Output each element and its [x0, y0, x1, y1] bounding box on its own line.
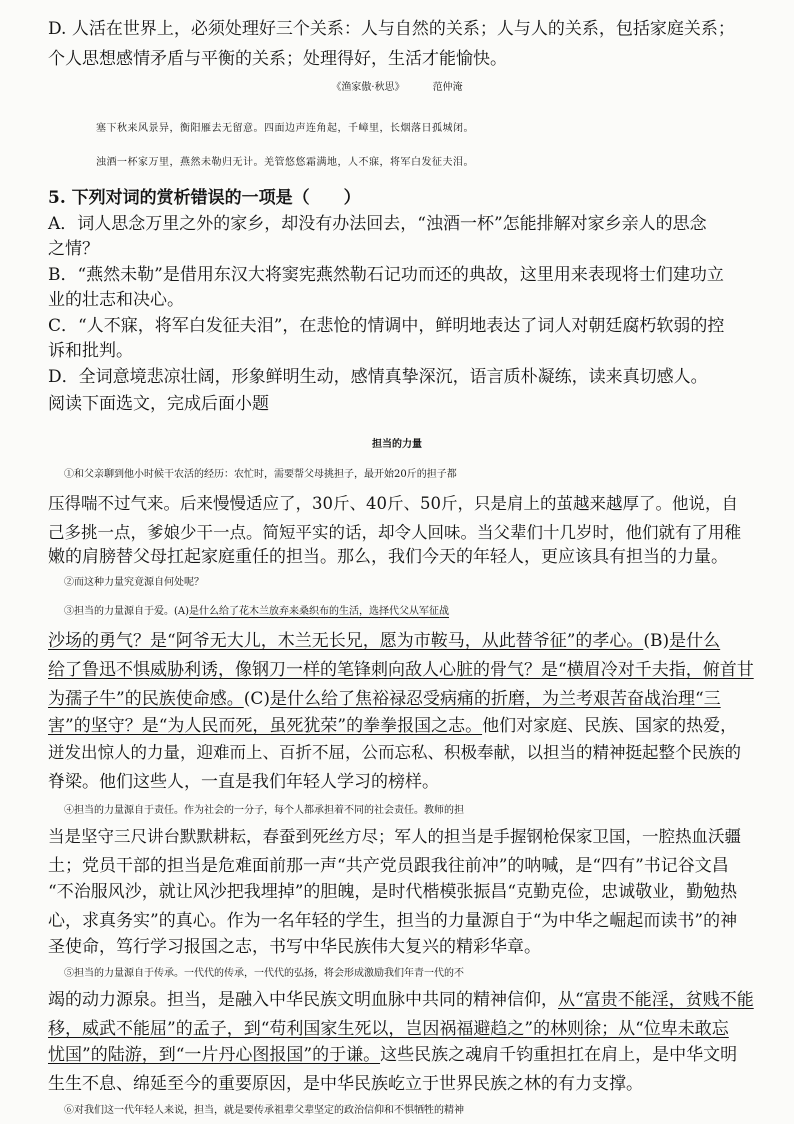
q5-option-c-line1: C．“人不寐，将军白发征夫泪”，在悲怆的情调中，鲜明地表达了词人对朝廷腐朽软弱的控 — [48, 316, 725, 336]
article-p4-line6: 圣使命，笃行学习报国之志，书写中华民族伟大复兴的精彩华章。 — [48, 937, 541, 957]
article-p5-line4 — [48, 1044, 754, 1066]
article-p5-line2 — [48, 989, 754, 1011]
article-p4-line1: ④担当的力量源自于责任。作为社会的一分子，每个人都承担着不同的社会责任。教师的担 — [64, 805, 464, 816]
underlined-sentence-c-end: 害”的坚守？是“为人民而死，虽死犹荣”的拳拳报国之志。 — [48, 716, 483, 736]
poem-line-1: 塞下秋来风景异，衡阳雁去无留意。四面边声连角起，千嶂里，长烟落日孤城闭。 — [96, 123, 474, 134]
article-p3-line4 — [48, 688, 754, 710]
article-p3-line7: 脊梁。他们这些人，一直是我们年轻人学习的榜样。 — [48, 772, 439, 792]
article-p4-line5: 心，求真务实”的真心。作为一名年轻的学生，担当的力量源自于“为中华之崛起而读书”的神 — [48, 911, 738, 931]
article-p3-line6: 迸发出惊人的力量，迎难而上、百折不屈，公而忘私、积极奉献，以担当的精神挺起整个民族的 — [48, 743, 741, 762]
article-p1-line4: 嫩的肩膀替父母扛起家庭重任的担当。那么，我们今天的年轻人，更应该具有担当的力量。 — [48, 547, 728, 567]
underlined-sentence-a: 是什么给了花木兰放弃来桑织布的生活，选择代父从军征战 — [189, 606, 450, 617]
article-p4-line2: 当是坚守三尺讲台默默耕耘，春蚕到死丝方尽；军人的担当是手握钢枪保家卫国，一腔热血沃疆 — [48, 827, 741, 846]
p5-line4-tail: 这些民族之魂肩千钧重担扛在肩上，是中华文明 — [380, 1045, 738, 1065]
article-title: 担当的力量 — [372, 439, 422, 450]
q5-option-a-line1: A．词人思念万里之外的家乡，却没有办法回去，“浊酒一杯”怎能排解对家乡亲人的思念 — [48, 214, 707, 234]
article-p3-line1 — [64, 601, 770, 623]
poem-heading — [0, 77, 794, 99]
underlined-sentence-b: 给了鲁迅不惧威胁利诱，像钢刀一样的笔锋刺向敌人心脏的骨气？是“横眉冷对千夫指，俯首甘 — [48, 660, 754, 680]
p3-line5-tail: 他们对家庭、民族、国家的热爱， — [482, 716, 738, 736]
poem-line-2: 浊酒一杯家万里，燕然未勒归无计。羌管悠悠霜满地，人不寐，将军白发征夫泪。 — [96, 157, 474, 168]
marker-c: (C) — [243, 689, 270, 709]
article-p4-line4: “不治服风沙，就让风沙把我埋掉”的胆魄，是时代楷模张振昌“克勤克俭，忠诚敬业，勤勉热 — [48, 882, 738, 902]
underlined-sentence-p5-end: 忧国”的陆游，到“一片丹心图报国”的于谦。 — [48, 1045, 381, 1065]
article-p1-line1: ①和父亲聊到他小时候干农活的经历：农忙时，需要帮父母挑担子，最开始20斤的担子都 — [64, 469, 457, 480]
article-p2: ②而这种力量究竟源自何处呢？ — [64, 577, 204, 588]
article-p1-line2: 压得喘不过气来。后来慢慢适应了，30斤、40斤、50斤，只是肩上的茧越来越厚了。他说，自 — [48, 494, 738, 513]
p3-lead: ③担当的力量源自于爱。(A) — [64, 606, 190, 617]
q5-option-b-line1: B．“燕然未勒”是借用东汉大将窦宪燕然勒石记功而还的典故，这里用来表现将士们建功立 — [48, 265, 724, 285]
q5-option-c-line2: 诉和批判。 — [48, 341, 133, 361]
q5-option-b-line2: 业的壮志和决心。 — [48, 290, 184, 310]
article-p1-line3: 己多挑一点，爹娘少干一点。简短平实的话，却令人回味。当父辈们十几岁时，他们就有了用稚 — [48, 523, 741, 542]
article-p4-line3: 土；党员干部的担当是危难面前那一声“共产党员跟我往前冲”的呐喊，是“四有”书记谷文昌 — [48, 856, 729, 876]
q5-option-d: D．全词意境悲凉壮阔，形象鲜明生动，感情真挚深沉，语言质朴凝练，读来真切感人。 — [48, 367, 708, 387]
q5-option-a-line2: 之情？ — [48, 239, 99, 259]
article-p5-line3 — [48, 1018, 754, 1040]
underlined-sentence-p5-start: 从“富贵不能淫，贫贱不能 — [558, 990, 754, 1010]
underlined-sentence-c: 是什么给了焦裕禄忍受病痛的折磨，为兰考艰苦奋战治理“三 — [269, 689, 721, 709]
question-5-stem: 5. 下列对词的赏析错误的一项是（ ） — [48, 188, 361, 208]
underlined-sentence-a-end: 沙场的勇气？是“阿爷无大儿，木兰无长兄，愿为市鞍马，从此替爷征”的孝心。 — [48, 631, 644, 651]
article-p3-line3 — [48, 659, 754, 681]
article-p3-line2 — [48, 630, 754, 652]
prev-option-d-line1: D. 人活在世界上，必须处理好三个关系：人与自然的关系；人与人的关系，包括家庭关系； — [48, 19, 735, 39]
poem-author: 范仲淹 — [432, 82, 463, 93]
article-p3-line5 — [48, 715, 754, 737]
underlined-sentence-p5: 移，威武不能屈”的孟子，到“苟利国家生死以，岂因祸福避趋之”的林则徐；从“位卑未敢忘 — [48, 1019, 729, 1039]
p5-line2-lead: 竭的动力源泉。担当，是融入中华民族文明血脉中共同的精神信仰， — [48, 990, 558, 1010]
article-p5-line1: ⑤担当的力量源自于传承。一代代的传承，一代代的弘扬，将会形成激励我们年青一代的不 — [64, 968, 464, 979]
article-p5-line5: 生生不息、绵延至今的重要原因，是中华民族屹立于世界民族之林的有力支撑。 — [48, 1074, 643, 1094]
reading-instruction: 阅读下面选文，完成后面小题 — [48, 394, 269, 414]
underlined-sentence-b-end: 为孺子牛”的民族使命感。 — [48, 689, 244, 709]
article-p6-line1: ⑥对我们这一代年轻人来说，担当，就是要传承祖辈父辈坚定的政治信仰和不惧牺牲的精神 — [64, 1105, 464, 1116]
poem-title: 《渔家傲·秋思》 — [331, 82, 405, 93]
prev-option-d-line2: 个人思想感情矛盾与平衡的关系；处理得好，生活才能愉快。 — [48, 49, 507, 69]
underlined-sentence-b-start: 是什么 — [669, 631, 721, 651]
marker-b: (B) — [643, 631, 670, 651]
